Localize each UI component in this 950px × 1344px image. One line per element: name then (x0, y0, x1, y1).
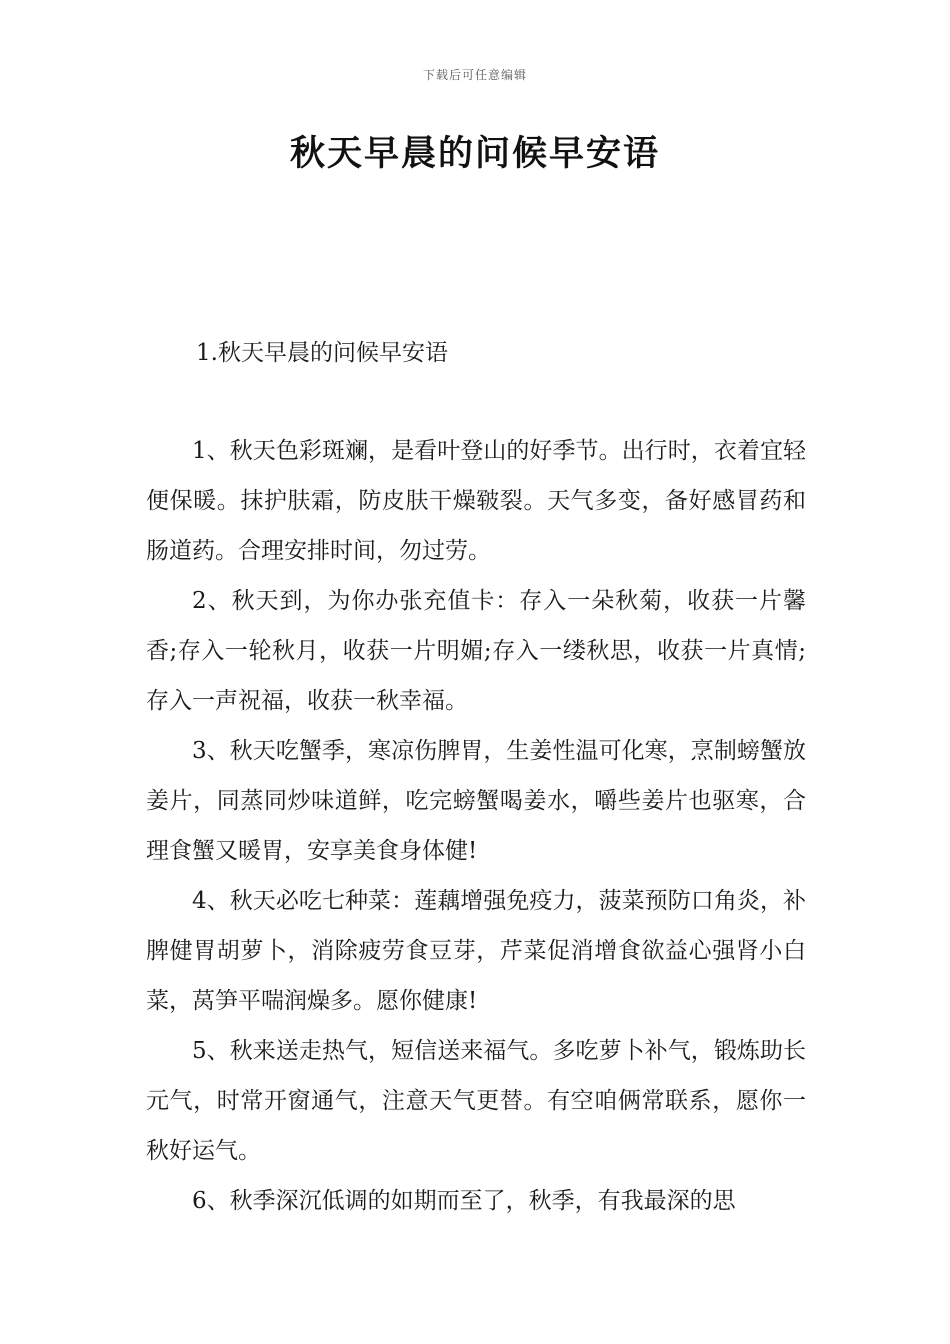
paragraph-6: 6、秋季深沉低调的如期而至了，秋季，有我最深的思 (192, 1188, 736, 1214)
document-title: 秋天早晨的问候早安语 (289, 134, 660, 174)
paragraph-4: 4、秋天必吃七种菜：莲藕增强免疫力，菠菜预防口角炎，补脾健胃胡萝卜，消除疲劳食豆芽，芹菜促消增食欲益心强肾小白菜，莴笋平喘润燥多。愿你健康! (146, 888, 806, 1014)
paragraph-1: 1、秋天色彩斑斓，是看叶登山的好季节。出行时，衣着宜轻便保暖。抹护肤霜，防皮肤干燥皲裂。天气多变，备好感冒药和肠道药。合理安排时间，勿过劳。 (146, 438, 806, 564)
section-heading: 1.秋天早晨的问候早安语 (196, 340, 448, 366)
paragraph-2: 2、秋天到，为你办张充值卡：存入一朵秋菊，收获一片馨香;存入一轮秋月，收获一片明媚;存入一缕秋思，收获一片真情;存入一声祝福，收获一秋幸福。 (146, 588, 806, 714)
paragraph-5: 5、秋来送走热气，短信送来福气。多吃萝卜补气，锻炼助长元气，时常开窗通气，注意天气更替。有空咱俩常联系，愿你一秋好运气。 (146, 1038, 806, 1164)
paragraph-3: 3、秋天吃蟹季，寒凉伤脾胃，生姜性温可化寒，烹制螃蟹放姜片，同蒸同炒味道鲜，吃完螃蟹喝姜水，嚼些姜片也驱寒，合理食蟹又暖胃，安享美食身体健! (146, 738, 806, 864)
document-body (146, 426, 806, 1226)
header-note: 下载后可任意编辑 (422, 68, 527, 82)
